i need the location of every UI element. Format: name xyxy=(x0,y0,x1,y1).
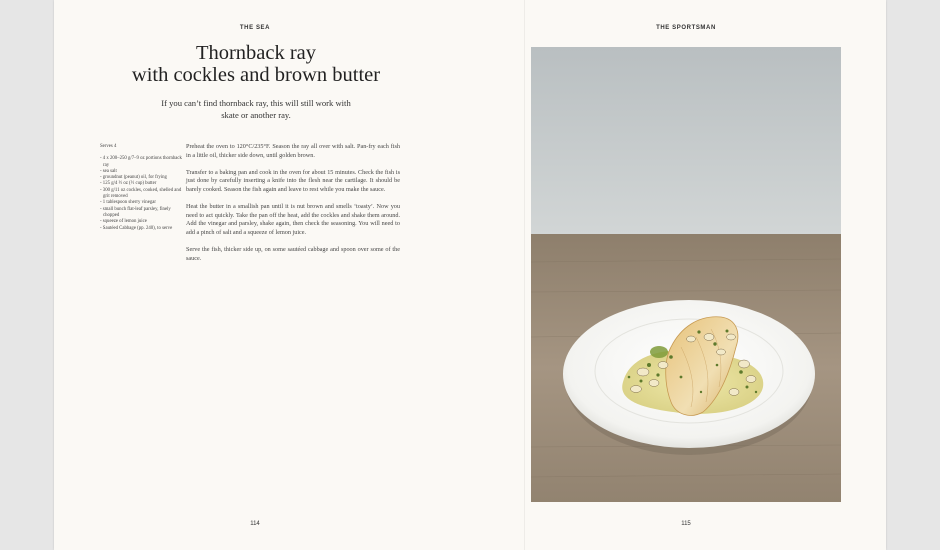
page-number-right: 115 xyxy=(681,521,691,527)
book-gutter xyxy=(524,0,525,550)
method-text xyxy=(186,143,400,272)
ingredient-item: - Sautéed Cabbage (pp. 240), to serve xyxy=(100,225,173,231)
ingredient-item: - squeeze of lemon juice xyxy=(100,219,147,225)
recipe-title-line-2: with cockles and brown butter xyxy=(131,64,381,86)
ingredient-item: - 4 x 200–250 g/7–9 oz portions thornback ray xyxy=(100,156,182,168)
recipe-intro: If you can’t find thornback ray, this will still work with skate or another ray. xyxy=(161,98,351,120)
ingredients-items xyxy=(100,156,182,232)
ingredient-item: - sea salt xyxy=(100,168,117,174)
recipe-title xyxy=(96,42,416,86)
ingredient-item: - small bunch flat-leaf parsley, finely chopped xyxy=(100,206,171,218)
photo-illustration xyxy=(531,47,841,502)
serves-label: Serves 4 xyxy=(100,144,117,149)
running-head-left: THE SEA xyxy=(239,25,271,31)
ingredient-item: - 1 tablespoon sherry vinegar xyxy=(100,200,156,206)
method-paragraph: Preheat the oven to 120°C/235°F. Season the ray all over with salt. Pan-fry each fish in a little oil, thicker side down, until golden brown. xyxy=(186,143,400,159)
recipe-title-line-1: Thornback ray xyxy=(195,42,317,64)
ingredient-item: - 125 g/4 ½ oz (½ cup) butter xyxy=(100,181,157,187)
ingredient-item: - groundnut (peanut) oil, for frying xyxy=(100,175,167,181)
running-head-right: THE SPORTSMAN xyxy=(656,25,716,31)
method-paragraph: Heat the butter in a smallish pan until it is nut brown and smells ‘toasty’. Now you need to act quickly. Take the pan off the heat, add the cockles and shake them around. Add the vinegar and parsley, shake again, then check the seasoning. You will need to add a pinch of salt and a squeeze of lemon juice. xyxy=(186,203,400,236)
plated-fish-photo xyxy=(531,47,841,502)
page-number-left: 114 xyxy=(250,521,260,527)
method-paragraph: Serve the fish, thicker side up, on some sautéed cabbage and spoon over some of the sauce. xyxy=(186,246,400,262)
method-paragraph: Transfer to a baking pan and cook in the oven for about 15 minutes. Check the fish is just done by carefully inserting a knife into the flesh near the cartilage. It should be barely cooked. Season the fish again and leave to rest while you make the sauce. xyxy=(186,168,400,193)
ingredient-item: - 300 g/11 oz cockles, cooked, shelled and grit removed xyxy=(100,187,182,200)
ingredients-list xyxy=(100,144,182,232)
